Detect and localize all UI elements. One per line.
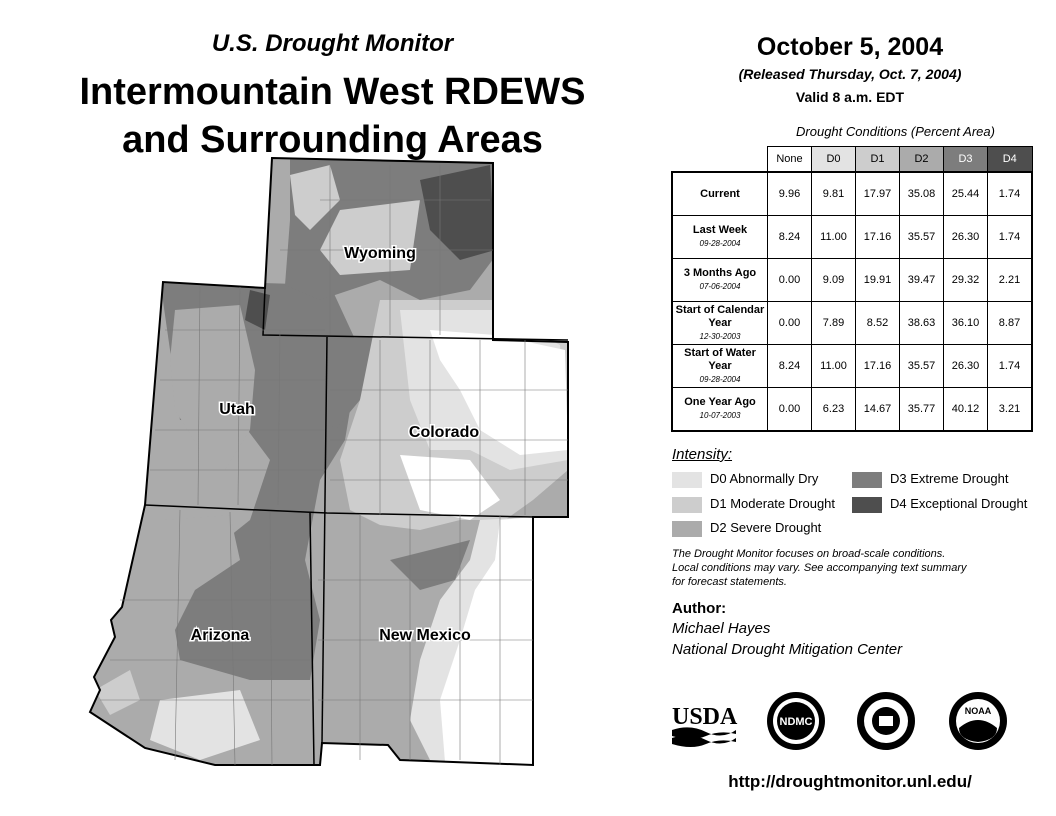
- table-cell: 35.08: [900, 172, 944, 216]
- legend-item-d1: [672, 496, 835, 512]
- header-d0: D0: [812, 147, 856, 173]
- drought-map: [85, 155, 585, 775]
- row-label: [672, 259, 768, 302]
- title-line-2: and Surrounding Areas: [122, 119, 543, 161]
- commerce-seal-logo: [855, 690, 917, 752]
- header-d2: D2: [900, 147, 944, 173]
- row-date: 07-06-2004: [699, 282, 741, 291]
- author-heading: Author:: [672, 600, 727, 617]
- table-row: [672, 216, 1032, 259]
- row-label: [672, 172, 768, 216]
- map-title: [25, 68, 640, 164]
- legend-swatch-d2: [672, 521, 702, 537]
- release-date: (Released Thursday, Oct. 7, 2004): [738, 66, 962, 82]
- row-date: 10-07-2003: [699, 411, 741, 420]
- table-cell: 35.77: [900, 388, 944, 432]
- legend-swatch-d0: [672, 472, 702, 488]
- legend-label-d2: D2 Severe Drought: [710, 520, 822, 535]
- table-row: [672, 259, 1032, 302]
- drought-shading: [85, 155, 585, 775]
- table-cell: 36.10: [944, 302, 988, 345]
- table-cell: 11.00: [812, 216, 856, 259]
- header-d1: D1: [856, 147, 900, 173]
- map-subtitle: U.S. Drought Monitor: [211, 30, 454, 57]
- row-label-text: 3 Months Ago: [683, 267, 757, 279]
- note-line-2: Local conditions may vary. See accompanying text summary: [672, 562, 967, 574]
- row-date: 09-28-2004: [699, 239, 741, 248]
- note-line-3: for forecast statements.: [672, 576, 787, 588]
- state-label-wyoming: Wyoming: [344, 245, 416, 262]
- website-link[interactable]: http://droughtmonitor.unl.edu/: [728, 772, 972, 791]
- header-blank: [672, 147, 768, 173]
- table-cell: 3.21: [988, 388, 1033, 432]
- table-cell: 17.16: [856, 216, 900, 259]
- row-label: [672, 216, 768, 259]
- table-cell: 11.00: [812, 345, 856, 388]
- usda-logo: [670, 700, 740, 750]
- state-label-newmexico: New Mexico: [379, 627, 471, 644]
- usda-logo-text: USDA: [672, 704, 738, 730]
- table-cell: 9.81: [812, 172, 856, 216]
- ndmc-logo: [765, 690, 827, 752]
- valid-time: Valid 8 a.m. EDT: [795, 89, 905, 105]
- table-cell: 25.44: [944, 172, 988, 216]
- row-label: [672, 388, 768, 432]
- table-row: [672, 345, 1032, 388]
- table-cell: 0.00: [768, 259, 812, 302]
- table-cell: 2.21: [988, 259, 1033, 302]
- state-label-arizona: Arizona: [190, 627, 250, 644]
- legend-label-d1: D1 Moderate Drought: [710, 496, 836, 511]
- table-cell: 0.00: [768, 388, 812, 432]
- legend-item-d2: [672, 520, 821, 536]
- legend-title: Intensity:: [672, 446, 733, 463]
- table-cell: 14.67: [856, 388, 900, 432]
- table-cell: 35.57: [900, 345, 944, 388]
- row-label-text: Start of Calendar Year: [675, 303, 765, 329]
- title-line-1: Intermountain West RDEWS: [79, 71, 586, 113]
- ndmc-logo-text: NDMC: [779, 716, 813, 728]
- legend-label-d3: D3 Extreme Drought: [890, 471, 1009, 486]
- legend-label-d4: D4 Exceptional Drought: [890, 496, 1028, 511]
- table-cell: 8.24: [768, 345, 812, 388]
- table-caption: Drought Conditions (Percent Area): [796, 124, 995, 139]
- table-cell: 9.96: [768, 172, 812, 216]
- state-label-colorado: Colorado: [408, 424, 480, 441]
- table-cell: 1.74: [988, 216, 1033, 259]
- noaa-logo-text: NOAA: [964, 706, 992, 716]
- table-cell: 26.30: [944, 216, 988, 259]
- author-name: Michael Hayes: [672, 620, 771, 637]
- row-label: [672, 345, 768, 388]
- table-cell: 17.16: [856, 345, 900, 388]
- table-cell: 40.12: [944, 388, 988, 432]
- table-cell: 39.47: [900, 259, 944, 302]
- row-label-text: Current: [700, 187, 740, 200]
- table-cell: 9.09: [812, 259, 856, 302]
- legend-swatch-d3: [852, 472, 882, 488]
- drought-conditions-table: [671, 146, 1033, 432]
- row-label-text: Start of Water Year: [684, 346, 756, 372]
- author-org: National Drought Mitigation Center: [672, 641, 903, 658]
- row-date: 09-28-2004: [699, 374, 741, 384]
- row-date: 12-30-2003: [699, 331, 741, 341]
- table-cell: 29.32: [944, 259, 988, 302]
- header-d4: D4: [988, 147, 1033, 173]
- table-header-row: [672, 147, 1032, 173]
- note-line-1: The Drought Monitor focuses on broad-scale conditions.: [672, 548, 946, 560]
- table-cell: 19.91: [856, 259, 900, 302]
- legend-item-d0: [672, 471, 818, 487]
- table-cell: 17.97: [856, 172, 900, 216]
- table-cell: 1.74: [988, 172, 1033, 216]
- table-cell: 7.89: [812, 302, 856, 345]
- map-date: October 5, 2004: [756, 33, 944, 61]
- legend-swatch-d4: [852, 497, 882, 513]
- table-cell: 8.87: [988, 302, 1033, 345]
- disclaimer-note: [672, 547, 1022, 589]
- table-cell: 6.23: [812, 388, 856, 432]
- table-row: [672, 388, 1032, 432]
- table-cell: 38.63: [900, 302, 944, 345]
- legend-item-d3: [852, 471, 1009, 487]
- legend-item-d4: [852, 496, 1027, 512]
- legend-label-d0: D0 Abnormally Dry: [710, 471, 819, 486]
- row-label-text: One Year Ago: [684, 396, 756, 408]
- table-cell: 26.30: [944, 345, 988, 388]
- table-cell: 0.00: [768, 302, 812, 345]
- table-cell: 1.74: [988, 345, 1033, 388]
- state-label-utah: Utah: [219, 401, 255, 418]
- table-cell: 35.57: [900, 216, 944, 259]
- noaa-logo: [947, 690, 1009, 752]
- table-row: [672, 172, 1032, 216]
- table-cell: 8.24: [768, 216, 812, 259]
- legend-swatch-d1: [672, 497, 702, 513]
- header-d3: D3: [944, 147, 988, 173]
- row-label-text: Last Week: [692, 224, 748, 236]
- row-label: [672, 302, 768, 345]
- table-cell: 8.52: [856, 302, 900, 345]
- table-row: [672, 302, 1032, 345]
- header-none: None: [768, 147, 812, 173]
